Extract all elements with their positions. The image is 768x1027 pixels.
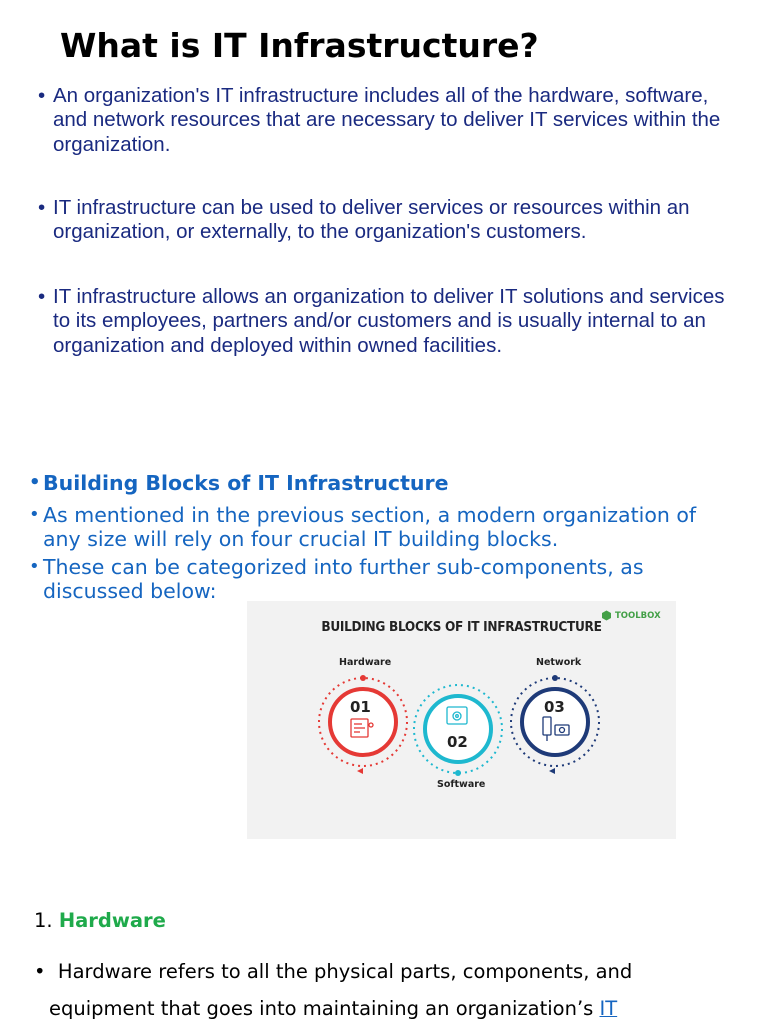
hardware-dot-icon — [360, 675, 366, 681]
software-ring — [425, 696, 491, 762]
software-dot-icon — [455, 770, 461, 776]
intro-bullet-2: • IT infrastructure can be used to deliver services or resources within an organization, or externally, to the organization's customers. — [38, 196, 738, 245]
software-label: Software — [437, 779, 486, 790]
toolbox-logo-text: TOOLBOX — [615, 610, 661, 621]
hardware-section-number: 1. — [34, 909, 53, 932]
hardware-paragraph-line-2: equipment that goes into maintaining an organization’s — [49, 997, 594, 1020]
network-dot-icon — [552, 675, 558, 681]
hardware-paragraph — [34, 953, 724, 1027]
building-blocks-heading: • Building Blocks of IT Infrastructure — [29, 471, 729, 495]
intro-bullet-list-2 — [38, 196, 738, 245]
hardware-bullet-icon: • — [34, 960, 58, 983]
hardware-section-heading — [34, 909, 166, 932]
network-label: Network — [536, 657, 582, 668]
hardware-arrow-icon — [357, 768, 363, 774]
intro-bullet-list-3 — [38, 285, 728, 358]
hardware-paragraph-line-1: Hardware refers to all the physical parts, components, and — [57, 960, 633, 983]
network-arrow-icon — [549, 768, 555, 774]
intro-bullet-1: • An organization's IT infrastructure includes all of the hardware, software, and network resources that are necessary to deliver IT services within the organization. — [38, 84, 738, 157]
infographic-graphic — [247, 601, 676, 839]
hardware-label: Hardware — [339, 657, 392, 668]
network-number: 03 — [544, 698, 565, 716]
software-number: 02 — [447, 733, 468, 751]
building-blocks-bullet-2: • These can be categorized into further sub-components, as discussed below: — [29, 555, 729, 603]
intro-bullet-3: • IT infrastructure allows an organization to deliver IT solutions and services to its employees, partners and/or customers and is usually internal to an organization and deployed within owned facilities. — [38, 285, 728, 358]
building-blocks-infographic — [247, 601, 676, 839]
hardware-section-title: Hardware — [58, 909, 166, 932]
page-title: What is IT Infrastructure? — [60, 26, 539, 65]
intro-bullet-list — [38, 84, 738, 157]
building-blocks-bullet-1: • As mentioned in the previous section, a modern organization of any size will rely on four crucial IT building blocks. — [29, 503, 729, 551]
it-link[interactable]: IT — [599, 997, 618, 1020]
building-blocks-list — [29, 471, 729, 603]
toolbox-logo — [601, 610, 661, 621]
hardware-number: 01 — [350, 698, 371, 716]
infographic-title: BUILDING BLOCKS OF IT INFRASTRUCTURE — [321, 619, 602, 635]
toolbox-cube-icon — [601, 610, 612, 621]
